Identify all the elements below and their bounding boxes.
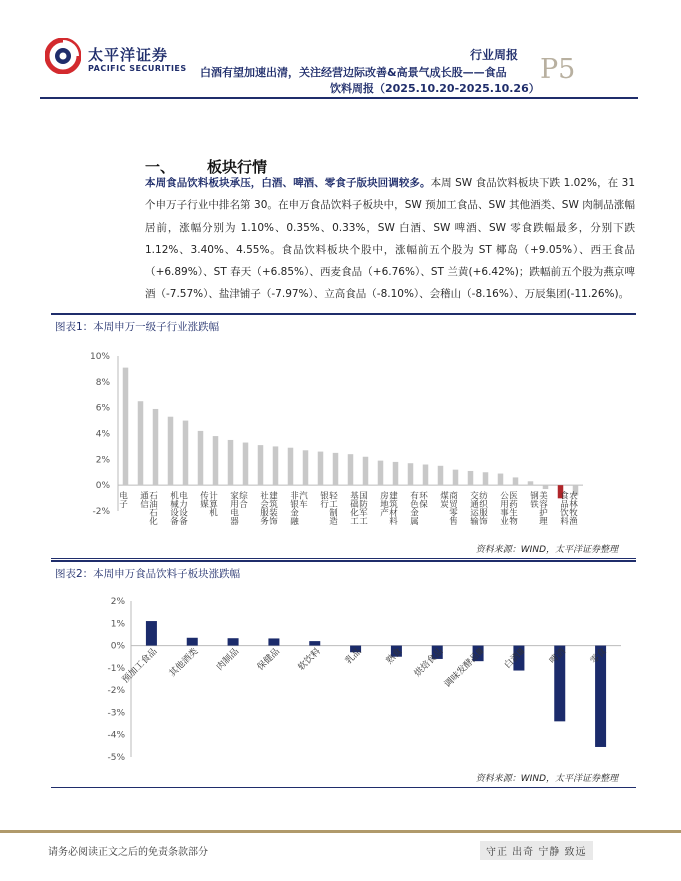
figure2-source: 资料来源：WIND，太平洋证券整理 [475, 774, 618, 784]
chart1-x-tick-label: 农林牧渔 [567, 491, 578, 526]
page-number: P5 [540, 54, 576, 85]
chart1-x-tick-label: 纺织服饰 [477, 491, 488, 526]
chart1-bar [138, 401, 144, 485]
chart1-bar [528, 481, 534, 485]
chart1-x-tick-label: 计算机 [207, 491, 218, 517]
chart1-x-tick-label: 社会服务 [258, 491, 269, 526]
chart1-bar [288, 448, 294, 485]
chart1-y-tick-label: 6% [95, 403, 110, 414]
chart1-x-tick-label: 通信 [138, 491, 149, 509]
chart2-x-tick-label: 乳品 [343, 646, 364, 667]
chart1-bar [498, 474, 504, 486]
chart1-x-tick-label: 电力设备 [177, 491, 188, 526]
chart2-x-tick-label: 预加工食品 [120, 646, 160, 686]
chart2-y-tick-label: -5% [107, 753, 125, 763]
chart2-x-tick-label: 软饮料 [296, 646, 323, 673]
chart1-bar [243, 443, 249, 486]
footer-motto: 守正 出奇 宁静 致远 [480, 841, 593, 860]
chart1-bar [333, 453, 339, 485]
report-title-line1: 白酒有望加速出清，关注经营边际改善&高景气成长股——食品 [200, 66, 507, 79]
chart1-x-tick-label: 公用事业 [498, 491, 509, 526]
report-type: 行业周报 [470, 48, 519, 62]
chart2-bar [268, 638, 279, 645]
chart2-x-tick-label: 熟食 [384, 646, 405, 667]
chart2-bar [228, 638, 239, 645]
brand-name-cn: 太平洋证券 [88, 46, 169, 64]
chart1-y-tick-label: -2% [92, 507, 110, 517]
chart1-x-tick-label: 建筑材料 [387, 491, 398, 526]
chart1-x-tick-label: 汽车 [297, 491, 308, 509]
chart1-bar [318, 452, 324, 486]
chart1-bar [348, 454, 354, 485]
chart1-bar [123, 368, 129, 486]
chart1-x-tick-label: 国防军工 [357, 491, 368, 526]
chart2-y-tick-label: -3% [107, 708, 125, 719]
chart1-x-tick-label: 环保 [417, 491, 428, 509]
report-title-line2: 饮料周报（2025.10.20-2025.10.26） [330, 82, 540, 95]
chart1-x-tick-label: 家用电器 [228, 491, 239, 526]
section-title: 板块行情 [207, 158, 268, 176]
chart1-x-tick-label: 综合 [237, 491, 248, 509]
figure1-source: 资料来源：WIND，太平洋证券整理 [475, 545, 618, 555]
chart1-bar [303, 450, 309, 485]
chart2-x-tick-label: 烘焙食品 [412, 646, 446, 680]
chart1-bar [183, 421, 189, 486]
footer-divider [0, 830, 681, 833]
chart1-bar [513, 477, 519, 485]
chart1-x-tick-label: 轻工制造 [327, 491, 338, 526]
chart2-bar [309, 641, 320, 645]
chart2-y-tick-label: -4% [107, 730, 125, 741]
chart1-bar [273, 446, 279, 485]
chart1-x-tick-label: 钢铁 [528, 491, 539, 509]
chart2-x-tick-label: 调味发酵品Ⅲ [442, 646, 487, 690]
paragraph-lead: 本周食品饮料板块承压，白酒、啤酒、零食子版块回调较多。 [145, 177, 431, 189]
paragraph-body: 本周 SW 食品饮料板块下跌 1.02%，在 31 个申万子行业中排名第 30。在申万食品饮料子板块中，SW 预加工食品、SW 其他酒类、SW 肉制品涨幅居前，涨幅分别为 1.10%、0.35%、0.33%，SW 白酒、SW 啤酒、SW 零食跌幅最多，分别下跌 1.12%、3.40%、4.55%。食品饮料板块个股中，涨幅前五个股为 ST 椰岛（+9.05%）、西王食品（+6.89%）、ST 春天（+6.85%）、西麦食品（+6.76%）、ST 兰黄(+6.42%)；跌幅前五个股为燕京啤酒（-7.57%）、盐津铺子（-7.97%）、立高食品（-8.10%）、会稽山（-8.16%）、万辰集团(-11.26%)。 [145, 177, 635, 301]
chart2-y-tick-label: 1% [110, 619, 125, 630]
section-number: 一、 [145, 158, 176, 176]
chart1-x-tick-label: 交通运输 [468, 491, 479, 526]
chart2-y-tick-label: 2% [110, 597, 125, 607]
figure2-bottom-rule [51, 787, 636, 788]
chart2-x-tick-label: 啤酒 [548, 646, 568, 667]
section-paragraph [145, 172, 635, 306]
chart1-x-tick-label: 传媒 [198, 491, 209, 509]
chart1-x-tick-label: 食品饮料 [558, 491, 569, 526]
chart1-bar [393, 462, 399, 485]
chart1-bar [363, 457, 369, 485]
chart1-x-tick-label: 医药生物 [507, 491, 518, 526]
chart1-x-tick-label: 商贸零售 [447, 491, 458, 526]
chart1 [51, 338, 636, 538]
chart1-x-tick-label: 银行 [318, 491, 329, 509]
chart2-bar [146, 621, 157, 646]
brand-name-en: PACIFIC SECURITIES [88, 64, 187, 73]
header-divider [40, 97, 638, 99]
chart1-x-tick-label: 石油石化 [147, 491, 158, 526]
chart1-x-tick-label: 机械设备 [168, 491, 179, 526]
figure1-title: 图表1：本周申万一级子行业涨跌幅 [55, 321, 220, 333]
chart2 [51, 585, 636, 767]
chart1-bar [438, 466, 444, 485]
chart1-y-tick-label: 0% [95, 481, 110, 492]
chart1-bar [228, 440, 234, 485]
chart1-x-tick-label: 有色金属 [408, 491, 419, 526]
pacific-securities-logo-icon [45, 38, 81, 74]
chart1-bar [423, 465, 429, 486]
chart1-y-tick-label: 8% [95, 377, 110, 388]
chart1-bar [408, 463, 414, 485]
chart1-y-tick-label: 4% [95, 429, 110, 440]
chart2-x-tick-label: 肉制品 [215, 646, 242, 673]
figure2-title: 图表2：本周申万食品饮料子板块涨跌幅 [55, 568, 241, 580]
chart1-bar [378, 461, 384, 486]
chart1-bar [213, 436, 219, 485]
chart2-y-tick-label: -1% [107, 663, 125, 674]
chart1-bar [198, 431, 204, 485]
chart2-y-tick-label: -2% [107, 686, 125, 697]
figure1 [51, 313, 636, 559]
chart2-x-tick-label: 白酒Ⅲ [502, 646, 528, 671]
figure1-bottom-rule [51, 558, 636, 559]
chart1-x-tick-label: 煤炭 [438, 491, 449, 509]
chart1-y-tick-label: 10% [89, 352, 110, 362]
footer-disclaimer: 请务必阅读正文之后的免责条款部分 [48, 847, 208, 858]
chart1-bar [168, 417, 174, 485]
chart1-bar [258, 445, 264, 485]
chart1-x-tick-label: 美容护理 [537, 491, 548, 526]
chart1-bar [468, 471, 474, 485]
chart1-x-tick-label: 非银金融 [288, 491, 299, 526]
chart2-x-tick-label: 其他酒类 [167, 646, 201, 680]
chart1-x-tick-label: 建筑装饰 [267, 491, 278, 526]
chart2-x-tick-label: 保健品 [255, 646, 283, 673]
chart2-y-tick-label: 0% [110, 641, 125, 652]
chart2-bar [187, 638, 198, 646]
chart1-bar [483, 472, 489, 485]
chart1-x-tick-label: 房地产 [378, 491, 389, 517]
chart1-x-tick-label: 电子 [117, 491, 128, 509]
chart2-x-tick-label: 零食 [588, 646, 609, 667]
figure2 [51, 560, 636, 788]
chart1-bar [453, 470, 459, 486]
chart1-bar [153, 409, 159, 485]
chart1-bar [543, 485, 549, 489]
chart1-y-tick-label: 2% [95, 455, 110, 466]
chart1-x-tick-label: 基础化工 [348, 491, 359, 526]
